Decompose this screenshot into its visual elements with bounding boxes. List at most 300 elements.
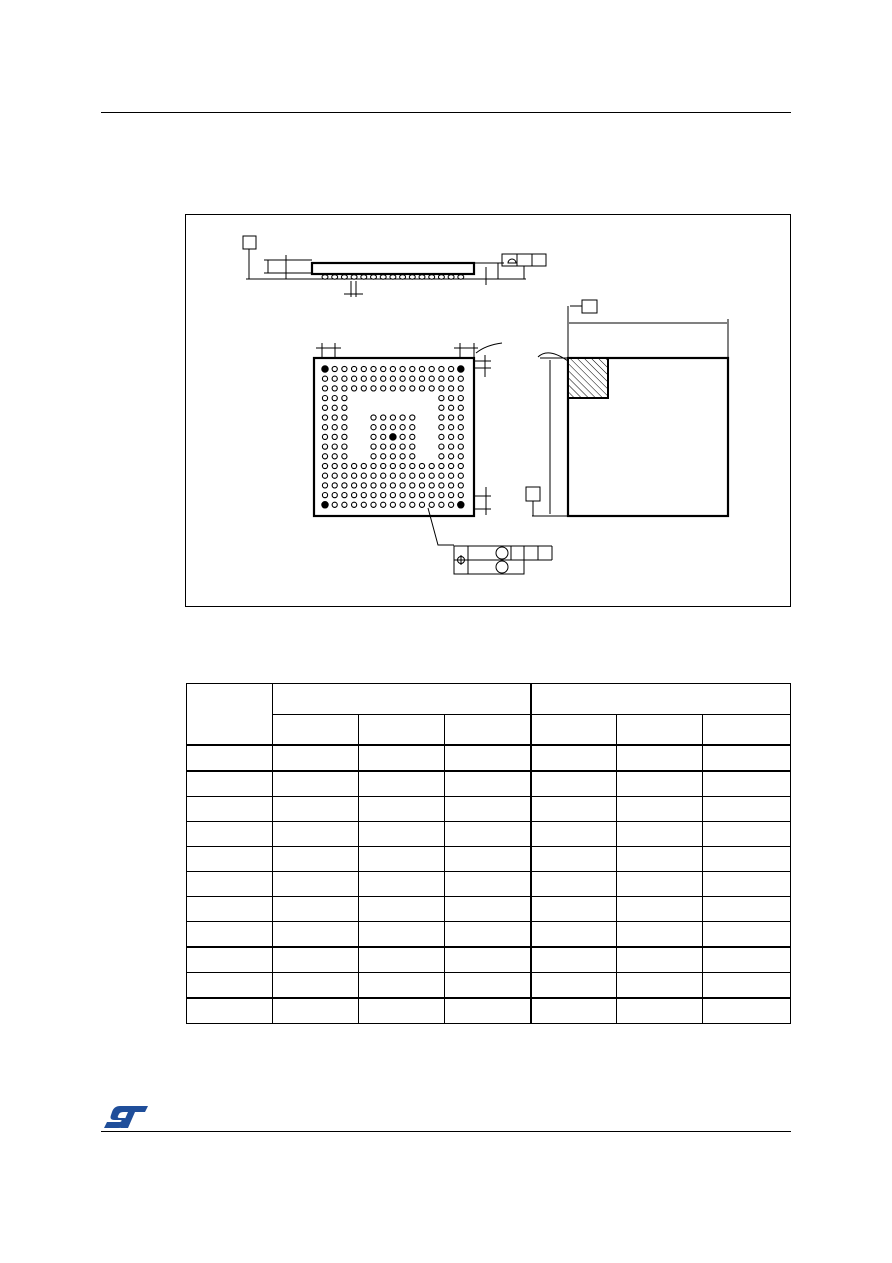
solder-ball: [419, 473, 424, 478]
solder-ball: [381, 493, 386, 498]
table-subheader-cell: [273, 715, 359, 746]
solder-ball: [429, 483, 434, 488]
solder-ball: [458, 366, 464, 372]
solder-ball: [449, 366, 454, 371]
solder-ball: [342, 444, 347, 449]
solder-ball: [390, 444, 395, 449]
solder-ball: [458, 405, 463, 410]
solder-ball: [400, 415, 405, 420]
solder-ball: [371, 493, 376, 498]
table-cell: [617, 947, 703, 973]
table-cell: [359, 797, 445, 822]
solder-ball: [322, 415, 327, 420]
solder-ball: [342, 405, 347, 410]
table-cell: [617, 847, 703, 872]
solder-ball: [342, 493, 347, 498]
side-ball: [332, 275, 338, 279]
solder-ball: [381, 376, 386, 381]
table-cell: [187, 998, 273, 1024]
table-subheader-cell: [445, 715, 531, 746]
solder-ball: [439, 493, 444, 498]
solder-ball: [371, 376, 376, 381]
solder-ball: [400, 483, 405, 488]
solder-ball: [410, 415, 415, 420]
top-datum-box: [582, 300, 597, 313]
table-row: [187, 872, 791, 897]
solder-ball: [449, 415, 454, 420]
table-row: [187, 998, 791, 1024]
table-row: [187, 771, 791, 797]
solder-ball: [371, 434, 376, 439]
table-cell: [703, 897, 791, 922]
solder-ball: [439, 454, 444, 459]
table-cell: [617, 822, 703, 847]
solder-ball: [332, 366, 337, 371]
solder-ball: [332, 386, 337, 391]
table-cell: [703, 797, 791, 822]
solder-ball: [361, 473, 366, 478]
solder-ball: [381, 366, 386, 371]
table-cell: [273, 922, 359, 948]
solder-ball: [390, 483, 395, 488]
solder-ball: [410, 386, 415, 391]
solder-ball: [439, 366, 444, 371]
table-cell: [617, 922, 703, 948]
solder-ball: [429, 473, 434, 478]
side-ball: [458, 275, 464, 279]
solder-ball: [352, 473, 357, 478]
table-cell: [359, 847, 445, 872]
solder-ball: [352, 502, 357, 507]
table-cell: [445, 922, 531, 948]
table-cell: [273, 745, 359, 771]
table-cell: [617, 797, 703, 822]
table-cell: [273, 947, 359, 973]
solder-ball: [322, 405, 327, 410]
solder-ball: [371, 463, 376, 468]
table-cell: [531, 745, 617, 771]
table-cell: [187, 922, 273, 948]
solder-ball: [439, 434, 444, 439]
table-cell: [703, 847, 791, 872]
table-cell: [187, 771, 273, 797]
table-cell: [359, 947, 445, 973]
solder-ball: [352, 366, 357, 371]
solder-ball: [322, 463, 327, 468]
solder-ball: [458, 463, 463, 468]
top-view: [526, 300, 728, 516]
table-cell: [617, 872, 703, 897]
solder-ball: [419, 366, 424, 371]
table-cell: [359, 771, 445, 797]
solder-ball: [371, 366, 376, 371]
table-cell: [703, 771, 791, 797]
table-cell: [187, 847, 273, 872]
table-cell: [187, 822, 273, 847]
table-cell: [187, 797, 273, 822]
solder-ball: [322, 502, 328, 508]
table-cell: [531, 822, 617, 847]
solder-ball: [449, 434, 454, 439]
solder-ball: [352, 483, 357, 488]
solder-ball: [410, 502, 415, 507]
table-cell: [531, 973, 617, 999]
header-rule: [101, 112, 791, 113]
solder-ball: [400, 434, 405, 439]
solder-ball: [458, 434, 463, 439]
solder-ball: [332, 493, 337, 498]
footer-rule: [101, 1131, 791, 1132]
table-subheader-cell: [703, 715, 791, 746]
solder-ball: [449, 405, 454, 410]
solder-ball: [361, 493, 366, 498]
table-cell: [187, 745, 273, 771]
side-ball: [448, 275, 454, 279]
solder-ball: [342, 415, 347, 420]
table-cell: [531, 897, 617, 922]
table-cell: [445, 771, 531, 797]
table-cell: [703, 822, 791, 847]
side-ball: [351, 275, 357, 279]
flatness-symbol: [508, 259, 516, 263]
table-cell: [531, 922, 617, 948]
solder-ball: [342, 502, 347, 507]
solder-ball: [410, 366, 415, 371]
left-datum-box: [526, 487, 540, 501]
solder-ball: [332, 396, 337, 401]
solder-ball: [361, 502, 366, 507]
solder-ball: [449, 376, 454, 381]
table-cell: [445, 872, 531, 897]
table-group-left: [273, 684, 531, 715]
solder-ball: [322, 396, 327, 401]
solder-ball: [439, 425, 444, 430]
solder-ball: [390, 425, 395, 430]
solder-ball: [381, 483, 386, 488]
table-cell: [187, 947, 273, 973]
table-header-row: [187, 684, 791, 715]
side-ball: [419, 275, 425, 279]
solder-ball: [390, 376, 395, 381]
table-cell: [703, 872, 791, 897]
table-subheader-cell: [617, 715, 703, 746]
solder-ball: [390, 366, 395, 371]
solder-ball: [419, 493, 424, 498]
solder-ball: [410, 454, 415, 459]
side-ball: [400, 275, 406, 279]
solder-ball: [400, 502, 405, 507]
solder-ball: [342, 483, 347, 488]
solder-ball: [342, 463, 347, 468]
solder-ball: [381, 425, 386, 430]
solder-ball: [449, 463, 454, 468]
solder-ball: [381, 415, 386, 420]
solder-ball: [390, 415, 395, 420]
solder-ball: [371, 415, 376, 420]
solder-ball: [419, 386, 424, 391]
solder-ball: [342, 386, 347, 391]
solder-ball: [381, 386, 386, 391]
side-ball: [341, 275, 347, 279]
solder-ball: [390, 493, 395, 498]
table-cell: [703, 998, 791, 1024]
solder-ball: [458, 386, 463, 391]
solder-ball: [449, 473, 454, 478]
table-cell: [703, 973, 791, 999]
table-cell: [273, 973, 359, 999]
side-ball: [322, 275, 328, 279]
table-row: [187, 897, 791, 922]
solder-ball: [458, 493, 463, 498]
table-cell: [359, 872, 445, 897]
side-view: [243, 236, 546, 297]
solder-ball: [390, 463, 395, 468]
solder-ball: [458, 454, 463, 459]
table-cell: [445, 973, 531, 999]
solder-ball: [371, 502, 376, 507]
side-ball: [390, 275, 396, 279]
solder-ball: [371, 444, 376, 449]
solder-ball: [390, 434, 396, 440]
table-row: [187, 973, 791, 999]
solder-ball: [322, 473, 327, 478]
solder-ball: [381, 502, 386, 507]
table-cell: [703, 745, 791, 771]
table-cell: [359, 922, 445, 948]
solder-ball: [439, 386, 444, 391]
solder-ball: [352, 376, 357, 381]
table-subheader-cell: [359, 715, 445, 746]
table-cell: [273, 998, 359, 1024]
solder-ball: [322, 493, 327, 498]
table-group-right: [531, 684, 791, 715]
table-cell: [187, 973, 273, 999]
solder-ball: [342, 396, 347, 401]
solder-ball: [361, 366, 366, 371]
solder-ball: [419, 502, 424, 507]
solder-ball: [390, 386, 395, 391]
solder-ball: [410, 434, 415, 439]
table-cell: [273, 822, 359, 847]
table-cell: [445, 822, 531, 847]
solder-ball: [439, 473, 444, 478]
solder-ball: [332, 473, 337, 478]
table-cell: [531, 998, 617, 1024]
table-cell: [273, 847, 359, 872]
table-cell: [445, 797, 531, 822]
solder-ball: [342, 425, 347, 430]
table-cell: [531, 872, 617, 897]
solder-ball: [400, 386, 405, 391]
solder-ball: [332, 463, 337, 468]
solder-ball: [390, 502, 395, 507]
solder-ball: [371, 386, 376, 391]
table-cell: [703, 922, 791, 948]
table-cell: [531, 797, 617, 822]
table-cell: [359, 973, 445, 999]
pin1-marker: [568, 358, 608, 398]
solder-ball: [449, 386, 454, 391]
solder-ball: [419, 463, 424, 468]
dimension-table: [186, 683, 791, 1024]
solder-ball: [449, 502, 454, 507]
solder-ball: [342, 434, 347, 439]
table-cell: [531, 947, 617, 973]
table-cell: [273, 897, 359, 922]
solder-ball: [458, 396, 463, 401]
side-balls: [322, 275, 464, 279]
table-row: [187, 922, 791, 948]
solder-ball: [381, 463, 386, 468]
solder-ball: [322, 444, 327, 449]
st-logo-icon: [104, 1104, 150, 1130]
solder-ball: [439, 502, 444, 507]
table-cell: [187, 872, 273, 897]
side-ball: [361, 275, 367, 279]
solder-ball: [400, 463, 405, 468]
solder-ball: [439, 405, 444, 410]
solder-ball: [342, 376, 347, 381]
solder-ball: [449, 425, 454, 430]
solder-ball: [332, 444, 337, 449]
solder-ball: [410, 444, 415, 449]
position-frame-bottom: [454, 560, 524, 574]
solder-ball: [439, 483, 444, 488]
solder-ball: [361, 483, 366, 488]
solder-ball: [439, 463, 444, 468]
solder-ball: [332, 376, 337, 381]
solder-ball: [381, 473, 386, 478]
package-drawing: [186, 215, 792, 608]
solder-ball: [322, 483, 327, 488]
solder-ball: [361, 386, 366, 391]
table-corner-cell: [187, 684, 273, 746]
solder-ball: [449, 454, 454, 459]
solder-ball: [439, 444, 444, 449]
table-cell: [531, 847, 617, 872]
solder-ball: [400, 425, 405, 430]
solder-ball: [429, 502, 434, 507]
table-cell: [359, 745, 445, 771]
table-cell: [273, 771, 359, 797]
solder-ball: [449, 493, 454, 498]
table-cell: [445, 847, 531, 872]
flatness-frame: [502, 254, 546, 266]
solder-ball: [458, 415, 463, 420]
solder-ball: [400, 473, 405, 478]
ball-array: [322, 366, 464, 508]
table-cell: [531, 771, 617, 797]
solder-ball: [458, 444, 463, 449]
solder-ball: [429, 463, 434, 468]
table-cell: [445, 897, 531, 922]
solder-ball: [342, 366, 347, 371]
solder-ball: [429, 386, 434, 391]
solder-ball: [332, 502, 337, 507]
solder-ball: [371, 425, 376, 430]
solder-ball: [410, 493, 415, 498]
table-cell: [273, 872, 359, 897]
solder-ball: [439, 376, 444, 381]
solder-ball: [410, 425, 415, 430]
table-cell: [187, 897, 273, 922]
solder-ball: [449, 444, 454, 449]
side-datum-box: [243, 236, 256, 249]
solder-ball: [381, 434, 386, 439]
table-cell: [617, 897, 703, 922]
table-row: [187, 947, 791, 973]
solder-ball: [410, 376, 415, 381]
table-cell: [445, 947, 531, 973]
solder-ball: [419, 483, 424, 488]
table-cell: [617, 771, 703, 797]
solder-ball: [410, 463, 415, 468]
solder-ball: [419, 376, 424, 381]
solder-ball: [361, 376, 366, 381]
solder-ball: [381, 444, 386, 449]
table-cell: [359, 998, 445, 1024]
solder-ball: [371, 473, 376, 478]
solder-ball: [342, 454, 347, 459]
solder-ball: [458, 483, 463, 488]
solder-ball: [381, 454, 386, 459]
table-row: [187, 745, 791, 771]
solder-ball: [458, 376, 463, 381]
solder-ball: [400, 376, 405, 381]
table-row: [187, 847, 791, 872]
solder-ball: [449, 483, 454, 488]
solder-ball: [390, 454, 395, 459]
solder-ball: [352, 463, 357, 468]
solder-ball: [410, 483, 415, 488]
solder-ball: [458, 473, 463, 478]
table-cell: [445, 745, 531, 771]
side-ball: [371, 275, 377, 279]
solder-ball: [410, 473, 415, 478]
solder-ball: [390, 473, 395, 478]
table-subheader-cell: [531, 715, 617, 746]
table-row: [187, 797, 791, 822]
solder-ball: [361, 463, 366, 468]
solder-ball: [352, 386, 357, 391]
solder-ball: [332, 454, 337, 459]
solder-ball: [332, 483, 337, 488]
table-cell: [617, 973, 703, 999]
solder-ball: [429, 376, 434, 381]
solder-ball: [429, 493, 434, 498]
table-subheader-row: [187, 715, 791, 746]
solder-ball: [332, 425, 337, 430]
solder-ball: [342, 473, 347, 478]
solder-ball: [439, 415, 444, 420]
solder-ball: [322, 366, 328, 372]
position-frame-top: [454, 546, 524, 560]
table-cell: [703, 947, 791, 973]
solder-ball: [458, 425, 463, 430]
solder-ball: [458, 502, 464, 508]
table-body: [187, 745, 791, 1024]
side-ball: [438, 275, 444, 279]
solder-ball: [332, 415, 337, 420]
solder-ball: [400, 454, 405, 459]
solder-ball: [322, 434, 327, 439]
solder-ball: [332, 405, 337, 410]
side-ball: [409, 275, 415, 279]
table-cell: [359, 822, 445, 847]
solder-ball: [371, 454, 376, 459]
table-row: [187, 822, 791, 847]
solder-ball: [429, 366, 434, 371]
